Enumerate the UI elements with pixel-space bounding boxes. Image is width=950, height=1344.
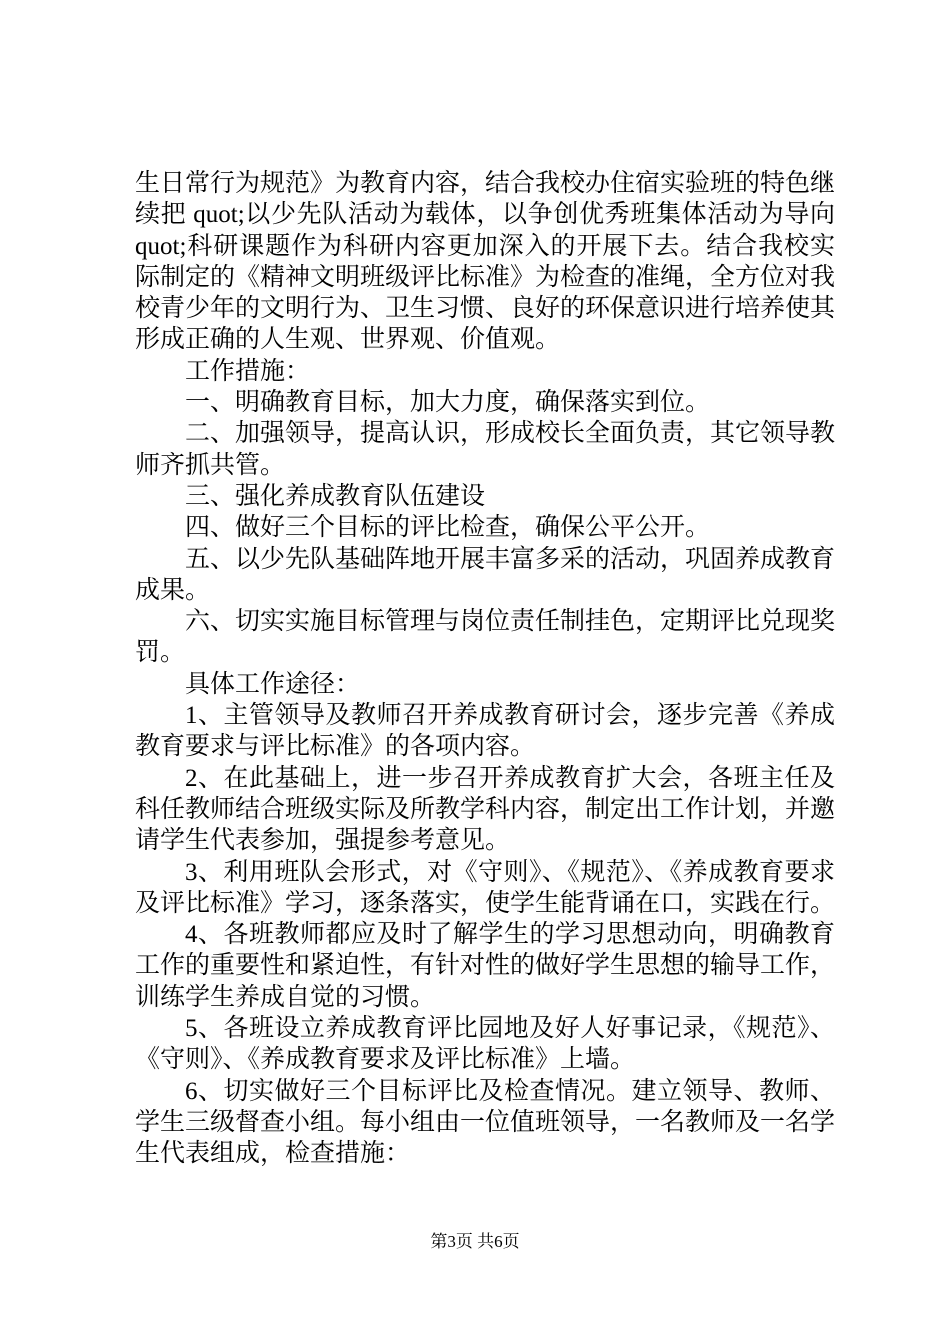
paragraph: 具体工作途径：: [185, 670, 361, 698]
paragraph: 三、强化养成教育队伍建设: [185, 482, 486, 510]
paragraph: 工作措施：: [185, 357, 311, 385]
paragraph: 2、在此基础上，进一步召开养成教育扩大会，各班主任及科任教师结合班级实际及所教学科内容，制定出工作计划，并邀请学生代表参加，强提参考意见。: [135, 764, 836, 855]
paragraph: 五、以少先队基础阵地开展丰富多采的活动，巩固养成教育成果。: [135, 545, 836, 604]
paragraph: 5、各班设立养成教育评比园地及好人好事记录，《规范》、《守则》、《养成教育要求及评比标准》上墙。: [135, 1015, 835, 1074]
paragraph: 1、主管领导及教师召开养成教育研讨会，逐步完善《养成教育要求与评比标准》的各项内容。: [135, 702, 835, 761]
paragraph: 六、切实实施目标管理与岗位责任制挂色，定期评比兑现奖罚。: [135, 608, 836, 667]
paragraph: 二、加强领导，提高认识，形成校长全面负责，其它领导教师齐抓共管。: [135, 420, 836, 479]
document-body: [135, 168, 835, 1170]
paragraph: 4、各班教师都应及时了解学生的学习思想动向，明确教育工作的重要性和紧迫性，有针对性的做好学生思想的输导工作，训练学生养成自觉的习惯。: [135, 921, 836, 1011]
paragraph: 6、切实做好三个目标评比及检查情况。建立领导、教师、学生三级督查小组。每小组由一位值班领导，一名教师及一名学生代表组成，检查措施：: [135, 1077, 836, 1168]
paragraph: 3、利用班队会形式，对《守则》、《规范》、《养成教育要求及评比标准》学习，逐条落实，使学生能背诵在口，实践在行。: [135, 858, 836, 917]
page-number-footer: 第3页 共6页: [430, 1232, 520, 1251]
paragraph: 生日常行为规范》为教育内容，结合我校办住宿实验班的特色继续把 quot;以少先队活动为载体，以争创优秀班集体活动为导向 quot;科研课题作为科研内容更加深入的开展下去。结合我校实际制定的《精神文明班级评比标准》为检查的准绳，全方位对我校青少年的文明行为、卫生习惯、良好的环保意识进行培养使其形成正确的人生观、世界观、价值观。: [135, 170, 836, 354]
paragraph: 四、做好三个目标的评比检查，确保公平公开。: [185, 514, 711, 542]
paragraph: 一、明确教育目标，加大力度，确保落实到位。: [185, 389, 711, 417]
